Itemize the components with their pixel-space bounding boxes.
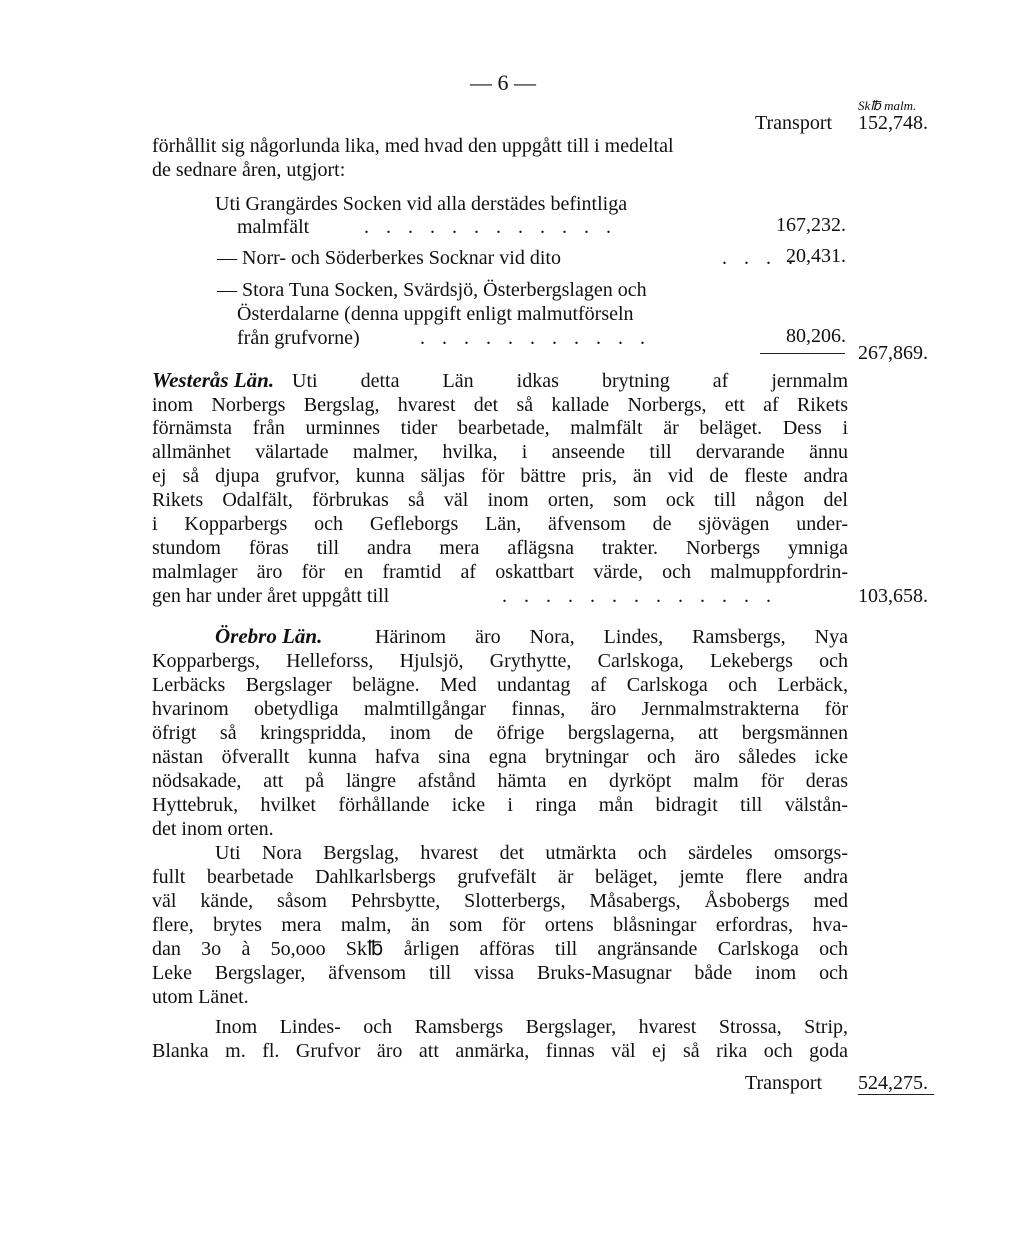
entry-value: 167,232. (776, 214, 846, 236)
sum-rule (760, 353, 845, 354)
paragraph-line: nödsakade, att på längre afstånd hämta en dyrköpt malm för deras (152, 770, 848, 792)
intro-line: de sednare åren, utgjort: (152, 159, 346, 181)
paragraph-line: väl kände, såsom Pehrsbytte, Slotterbergs, Måsabergs, Åsbobergs med (152, 890, 848, 912)
paragraph-line: Uti detta Län idkas brytning af jernmalm (292, 370, 848, 392)
transport-label-bottom: Transport (745, 1072, 823, 1094)
paragraph-line: utom Länet. (152, 986, 249, 1008)
paragraph-line: det inom orten. (152, 818, 274, 840)
paragraph-line: ej så djupa grufvor, kunna säljas för bättre pris, än vid de fleste andra (152, 465, 848, 487)
entry-line: malmfält (237, 216, 310, 238)
paragraph-line: Härinom äro Nora, Lindes, Ramsbergs, Nya (375, 626, 848, 648)
intro-line: förhållit sig någorlunda lika, med hvad den uppgått till i medeltal (152, 135, 674, 157)
section-heading-orebro: Örebro Län. (215, 624, 323, 648)
paragraph-line: Lerbäcks Bergslager belägne. Med undantag af Carlskoga och Lerbäck, (152, 674, 848, 696)
unit-label: Sk℔ malm. (858, 98, 917, 113)
paragraph-line: Rikets Odalfält, förbrukas så väl inom orten, som ock till någon del (152, 489, 848, 511)
transport-label-top: Transport (755, 112, 833, 134)
section-value: 103,658. (858, 585, 928, 607)
paragraph-line: inom Norbergs Bergslag, hvarest det så kallade Norbergs, ett af Rikets (152, 394, 848, 416)
group-total: 267,869. (858, 342, 928, 364)
paragraph-line: Inom Lindes- och Ramsbergs Bergslager, hvarest Strossa, Strip, (215, 1016, 848, 1038)
paragraph-line: öfrigt så kringspridda, inom de öfrige bergslagerna, att bergsmännen (152, 722, 848, 744)
leader-dots: . . . . . . . . . . . . . (502, 585, 777, 607)
paragraph-line: nästan öfverallt kunna hafva sina egna brytningar och äro således icke (152, 746, 848, 768)
paragraph-line: Hyttebruk, hvilket förhållande icke i ringa mån bidragit till välstån- (152, 794, 848, 816)
transport-value-top: 152,748. (858, 112, 928, 134)
paragraph-line: Kopparbergs, Helleforss, Hjulsjö, Grythytte, Carlskoga, Lekebergs och (152, 650, 848, 672)
entry-line: — Norr- och Söderberkes Socknar vid dito (217, 247, 561, 269)
transport-value-bottom: 524,275. (858, 1072, 928, 1094)
transport-underline (858, 1094, 934, 1095)
leader-dots: . . . . . . . . . . . (420, 327, 651, 349)
paragraph-line: malmlager äro för en framtid af oskattbart värde, och malmuppfordrin- (152, 561, 848, 583)
entry-line: Uti Grangärdes Socken vid alla derstädes befintliga (215, 193, 628, 215)
paragraph-line: Uti Nora Bergslag, hvarest det utmärkta och särdeles omsorgs- (215, 842, 848, 864)
paragraph-line: fullt bearbetade Dahlkarlsbergs grufvefält är beläget, jemte flere andra (152, 866, 848, 888)
entry-value: 20,431. (786, 245, 846, 267)
paragraph-line: Leke Bergslager, äfvensom till vissa Bruks-Masugnar både inom och (152, 962, 848, 984)
paragraph-line: allmänhet välartade malmer, hvilka, i anseende till dervarande ännu (152, 441, 848, 463)
leader-dots: . . . . (722, 247, 799, 269)
entry-line: Österdalarne (denna uppgift enligt malmutförseln (237, 303, 634, 325)
entry-line: — Stora Tuna Socken, Svärdsjö, Österbergslagen och (217, 279, 647, 301)
paragraph-line: dan 3o à 5o,ooo Sk℔ årligen afföras till angränsande Carlskoga och (152, 938, 848, 960)
entry-line: från grufvorne) (237, 327, 360, 349)
leader-dots: . . . . . . . . . . . . (364, 216, 617, 238)
section-heading-westeras: Westerås Län. (152, 368, 275, 392)
entry-value: 80,206. (786, 325, 846, 347)
page-number: — 6 — (470, 70, 536, 95)
paragraph-line: hvarinom obetydliga malmtillgångar finnas, äro Jernmalmstrakterna för (152, 698, 848, 720)
paragraph-line: i Kopparbergs och Gefleborgs Län, äfvensom de sjövägen under- (152, 513, 848, 535)
paragraph-line: Blanka m. fl. Grufvor äro att anmärka, finnas väl ej så rika och goda (152, 1040, 848, 1062)
paragraph-line: stundom föras till andra mera aflägsna trakter. Norbergs ymniga (152, 537, 848, 559)
paragraph-line: flere, brytes mera malm, än som för ortens blåsningar erfordras, hva- (152, 914, 848, 936)
paragraph-line: förnämsta från urminnes tider bearbetade, malmfält är beläget. Dess i (152, 417, 848, 439)
paragraph-line: gen har under året uppgått till (152, 585, 390, 607)
